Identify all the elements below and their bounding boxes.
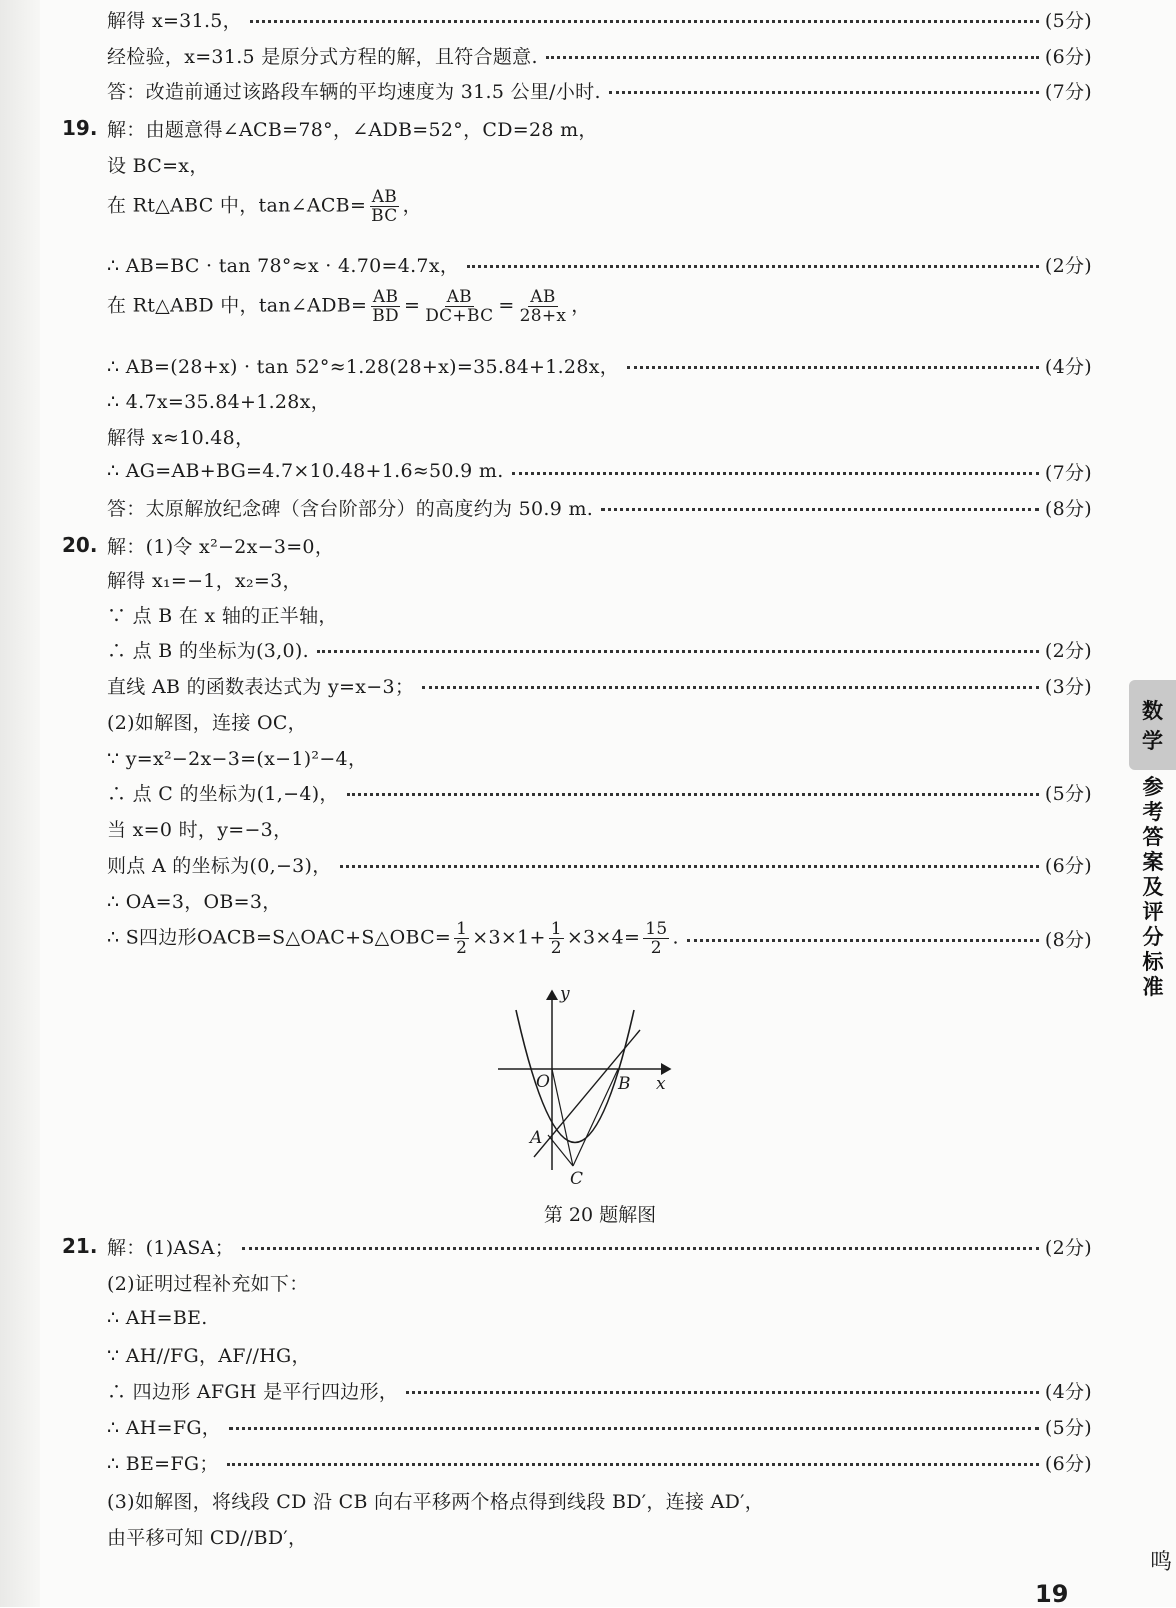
label-c: C [570, 1169, 584, 1185]
score-points: (2分) [1044, 254, 1092, 277]
answer-text [107, 1523, 307, 1550]
fraction-denominator: BD [372, 305, 399, 326]
scan-edge [0, 0, 40, 1607]
score-points: (8分) [1044, 928, 1092, 951]
answer-text-main: 由平移可知 CD//BD′， [107, 1526, 308, 1549]
answer-line [107, 1484, 1092, 1516]
dot-leader [546, 56, 1039, 59]
answer-text [107, 779, 339, 806]
answer-text [107, 77, 601, 104]
answer-line [107, 384, 1092, 416]
answer-text [107, 6, 242, 33]
answer-text-main: 解：(1)ASA； [107, 1236, 235, 1259]
label-a: A [530, 1128, 543, 1148]
answer-text [107, 188, 422, 225]
equals-sign: = [498, 294, 515, 316]
answer-text-main: ∴ AB=BC · tan 78°≈x · 4.70=4.7x， [107, 254, 460, 277]
answer-line [107, 598, 1092, 630]
fraction [549, 920, 564, 957]
fraction-numerator: AB [372, 286, 399, 307]
score-points: (4分) [1044, 355, 1092, 378]
answer-text [107, 566, 302, 593]
equals-sign: = [403, 294, 421, 316]
answer-text [107, 1413, 221, 1440]
answer-line [107, 1446, 1092, 1478]
label-y: y [560, 985, 570, 1004]
answer-text [107, 636, 309, 663]
answer-text-main: (3)如解图，将线段 CD 沿 CB 向右平移两个格点得到线段 BD′，连接 AD′， [107, 1490, 765, 1513]
fraction [423, 288, 495, 325]
answer-text-main: ∴ S四边形OACB=S△OAC+S△OBC= [107, 926, 452, 948]
answer-text [107, 1487, 764, 1514]
page-number: 19 [1035, 1580, 1069, 1608]
answer-text-main: ∴ AB=(28+x) · tan 52°≈1.28(28+x)=35.84+1.28x， [107, 355, 620, 378]
answer-line [107, 39, 1092, 71]
answer-text [107, 251, 459, 278]
fraction [370, 288, 401, 325]
parabola-figure [490, 985, 690, 1185]
figure-caption: 第 20 题解图 [543, 1204, 657, 1226]
watermark-logo: 鸣 [1150, 1550, 1173, 1575]
answer-line [107, 1266, 1092, 1298]
fraction-denominator: 2 [650, 937, 662, 958]
dot-leader [229, 1427, 1039, 1430]
answer-text [107, 1341, 311, 1368]
answer-line [107, 349, 1092, 381]
answer-text-main: 在 Rt△ABD 中，tan∠ADB= [107, 294, 368, 316]
answer-text [107, 1377, 398, 1404]
question-number: 19. [62, 116, 98, 140]
answer-text-main: 解：由题意得∠ACB=78°，∠ADB=52°，CD=28 m， [107, 118, 598, 141]
score-points: (5分) [1044, 782, 1092, 805]
answer-text-main: 解得 x≈10.48， [107, 426, 255, 449]
answer-line [107, 1410, 1092, 1442]
answer-text [107, 601, 338, 628]
answer-line [107, 286, 1092, 326]
answer-line [107, 563, 1092, 595]
answer-line [107, 3, 1092, 35]
answer-line [107, 812, 1092, 844]
answer-text-main: ∵ 点 B 在 x 轴的正半轴， [107, 604, 338, 627]
segment-oc [552, 1069, 573, 1166]
fraction-denominator: 2 [456, 937, 468, 958]
answer-line [107, 669, 1092, 701]
score-points: (5分) [1044, 1416, 1092, 1439]
answer-line [107, 148, 1092, 180]
score-points: (5分) [1044, 9, 1092, 32]
answer-line [107, 705, 1092, 737]
answer-text-main: ∵ y=x²−2x−3=(x−1)²−4， [107, 747, 368, 770]
answer-text-main: (2)证明过程补充如下： [107, 1272, 309, 1295]
answer-line [107, 112, 1092, 144]
dot-leader [250, 20, 1039, 23]
score-points: (6分) [1044, 1452, 1092, 1475]
score-points: (4分) [1044, 1380, 1092, 1403]
subject-tab-bottom: 学 [1142, 729, 1163, 753]
answer-text-main: 在 Rt△ABC 中，tan∠ACB= [107, 194, 367, 216]
answer-text [107, 387, 330, 414]
answer-text [107, 1307, 208, 1329]
fraction-denominator: BC [371, 205, 398, 226]
answer-text [107, 815, 292, 842]
answer-line [107, 848, 1092, 880]
answer-text-main: ∴ AH=FG， [107, 1416, 222, 1439]
answer-text [107, 352, 619, 379]
answer-text [107, 708, 307, 735]
answer-text-main: 当 x=0 时，y=−3， [107, 818, 293, 841]
answer-text-tail: . [672, 926, 679, 948]
score-points: (7分) [1044, 461, 1092, 484]
fraction-denominator: DC+BC [425, 305, 494, 326]
answer-text [107, 744, 367, 771]
answer-text-main: 设 BC=x， [107, 154, 209, 177]
answer-text-main: 直线 AB 的函数表达式为 y=x−3； [107, 675, 415, 698]
dot-leader [242, 1247, 1039, 1250]
answer-line [107, 1302, 1092, 1334]
dot-leader [227, 1463, 1039, 1466]
score-points: (2分) [1044, 1236, 1092, 1259]
label-o: O [536, 1072, 550, 1092]
answer-line [107, 918, 1092, 958]
fraction [454, 920, 469, 957]
answer-text-main: ∵ AH//FG，AF//HG， [107, 1344, 311, 1367]
answer-text [107, 423, 254, 450]
dot-leader [512, 472, 1039, 475]
answer-text-main: 答：太原解放纪念碑（含台阶部分）的高度约为 50.9 m. [107, 497, 594, 520]
answer-text [107, 494, 593, 521]
dot-leader [347, 793, 1039, 796]
score-points: (3分) [1044, 675, 1092, 698]
fraction-numerator: 15 [645, 918, 668, 939]
fraction-numerator: 1 [550, 918, 562, 939]
score-points: (8分) [1044, 497, 1092, 520]
answer-text [107, 920, 679, 957]
answer-line [107, 884, 1092, 916]
answer-line [107, 741, 1092, 773]
side-label: 参考答案及评分标准 [1142, 775, 1164, 999]
answer-text-main: ∴ 点 B 的坐标为(3,0). [107, 639, 309, 662]
answer-line [107, 529, 1092, 561]
answer-text-main: ∴ AH=BE. [107, 1307, 208, 1329]
answer-text [107, 887, 282, 914]
answer-text-main: ∴ 四边形 AFGH 是平行四边形， [107, 1380, 399, 1403]
answer-text [107, 1269, 309, 1296]
fraction-numerator: 1 [456, 918, 468, 939]
answer-text-main: 则点 A 的坐标为(0,−3)， [107, 854, 332, 877]
answer-text-main: (2)如解图，连接 OC， [107, 711, 307, 734]
score-points: (6分) [1044, 45, 1092, 68]
subject-tab [1129, 680, 1176, 770]
answer-text [107, 288, 591, 325]
answer-text [107, 851, 332, 878]
fraction [643, 920, 669, 957]
answer-text-main: ∴ 点 C 的坐标为(1,−4)， [107, 782, 339, 805]
answer-line [107, 1338, 1092, 1370]
fraction-denominator: 28+x [519, 305, 567, 326]
answer-text [107, 1233, 234, 1260]
answer-line [107, 455, 1092, 487]
answer-text-main: 答：改造前通过该路段车辆的平均速度为 31.5 公里/小时. [107, 80, 601, 103]
dot-leader [627, 366, 1039, 369]
answer-text-main: 经检验，x=31.5 是原分式方程的解，且符合题意. [107, 45, 538, 68]
answer-line [107, 776, 1092, 808]
answer-text-mid: ×3×1+ [472, 926, 546, 948]
dot-leader [601, 508, 1039, 511]
question-number: 21. [62, 1234, 98, 1258]
dot-leader [340, 865, 1039, 868]
answer-line [107, 420, 1092, 452]
answer-text-tail: ， [402, 194, 422, 216]
question-number: 20. [62, 533, 98, 557]
answer-line [107, 186, 1092, 226]
answer-text [107, 42, 538, 69]
answer-text-mid2: ×3×4= [566, 926, 641, 948]
answer-line [107, 248, 1092, 280]
fraction-numerator: AB [371, 186, 398, 207]
answer-text [107, 460, 504, 482]
dot-leader [422, 686, 1039, 689]
score-points: (7分) [1044, 80, 1092, 103]
dot-leader [687, 939, 1039, 942]
dot-leader [467, 265, 1039, 268]
fraction-denominator: 2 [550, 937, 562, 958]
fraction-numerator: AB [530, 286, 556, 307]
answer-text-main: ∴ BE=FG； [107, 1452, 219, 1475]
answer-text [107, 115, 598, 142]
answer-line [107, 74, 1092, 106]
label-b: B [618, 1074, 631, 1094]
answer-text-main: 解得 x=31.5， [107, 9, 242, 32]
parabola-curve [516, 1010, 634, 1143]
answer-line [107, 491, 1092, 523]
score-points: (2分) [1044, 639, 1092, 662]
fraction [369, 188, 399, 225]
answer-text-main: ∴ 4.7x=35.84+1.28x， [107, 390, 331, 413]
answer-line [107, 1374, 1092, 1406]
label-x: x [656, 1074, 666, 1094]
answer-text-tail: ， [571, 294, 591, 316]
answer-text-main: ∴ AG=AB+BG=4.7×10.48+1.6≈50.9 m. [107, 460, 504, 482]
answer-text [107, 151, 209, 178]
answer-text [107, 532, 334, 559]
subject-tab-top: 数 [1142, 699, 1163, 723]
answer-line [107, 1520, 1092, 1552]
answer-text [107, 1449, 219, 1476]
dot-leader [406, 1391, 1039, 1394]
answer-text [107, 672, 414, 699]
dot-leader [609, 91, 1039, 94]
fraction [518, 288, 569, 325]
dot-leader [317, 650, 1039, 653]
score-points: (6分) [1044, 854, 1092, 877]
answer-line [107, 1230, 1092, 1262]
answer-text-main: 解得 x₁=−1，x₂=3， [107, 569, 302, 592]
answer-text-main: ∴ OA=3，OB=3， [107, 890, 282, 913]
answer-text-main: 解：(1)令 x²−2x−3=0， [107, 535, 335, 558]
answer-line [107, 633, 1092, 665]
fraction-numerator: AB [446, 286, 472, 307]
